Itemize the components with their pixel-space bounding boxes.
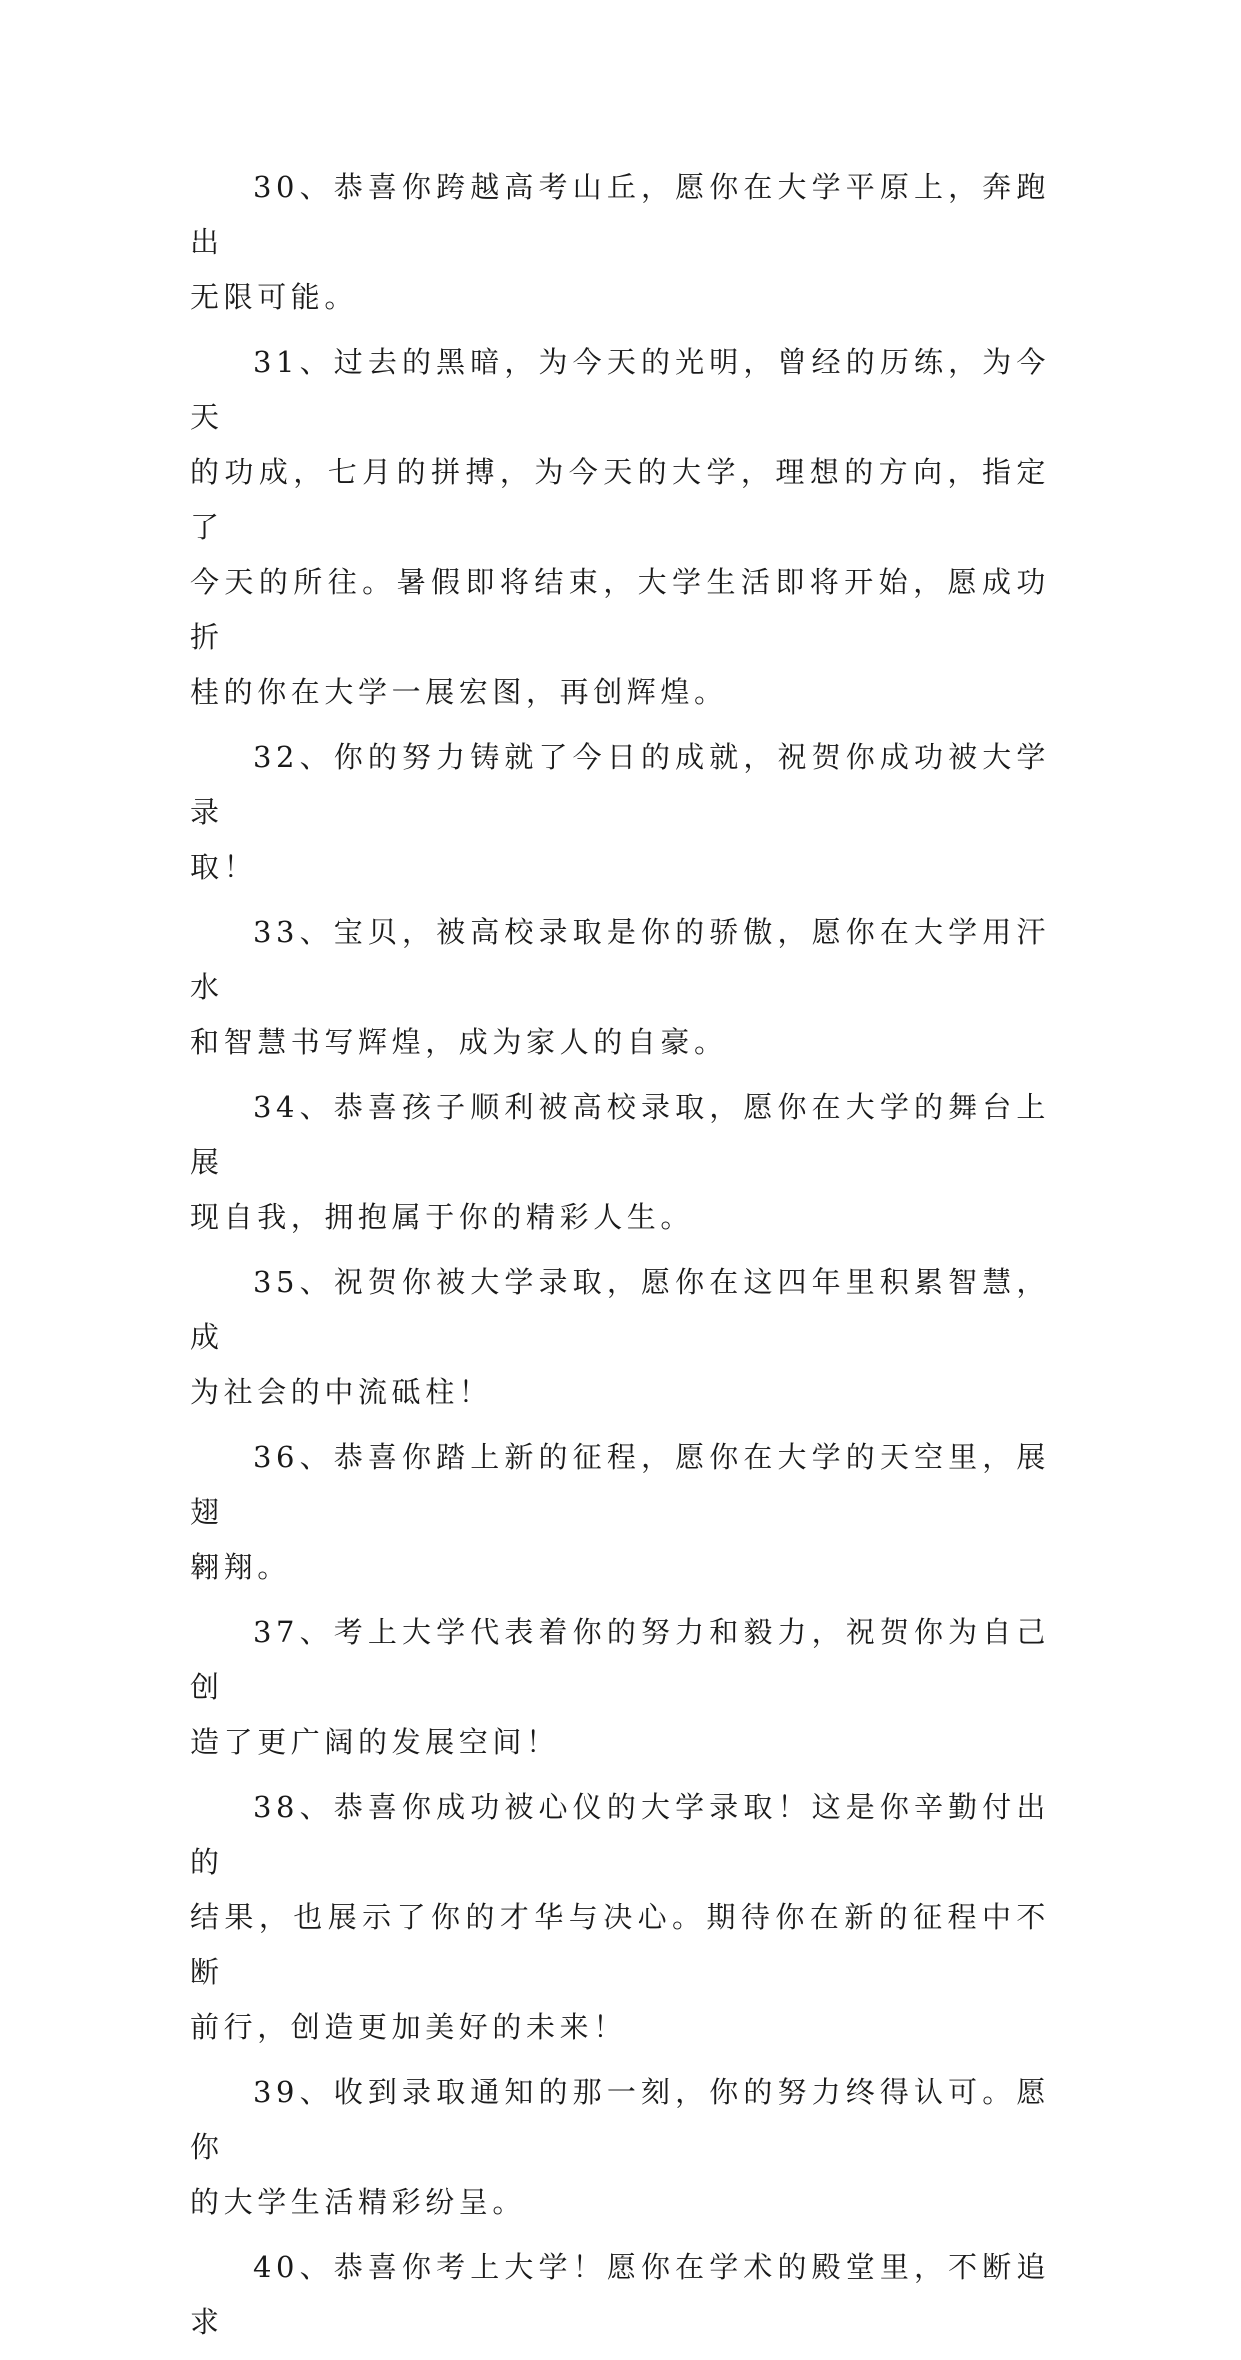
- paragraph-32: 32、你的努力铸就了今日的成就，祝贺你成功被大学录 取！: [190, 740, 1050, 884]
- paragraph-40: 40、恭喜你考上大学！愿你在学术的殿堂里，不断追求: [190, 2250, 1050, 2339]
- document-page: [190, 160, 1050, 2360]
- paragraph-37: 37、考上大学代表着你的努力和毅力，祝贺你为自己创 造了更广阔的发展空间！: [190, 1615, 1050, 1759]
- paragraph-36: 36、恭喜你踏上新的征程，愿你在大学的天空里，展翅 翱翔。: [190, 1440, 1050, 1584]
- paragraph-35: 35、祝贺你被大学录取，愿你在这四年里积累智慧，成 为社会的中流砥柱！: [190, 1265, 1050, 1409]
- paragraph-39: 39、收到录取通知的那一刻，你的努力终得认可。愿你 的大学生活精彩纷呈。: [190, 2075, 1050, 2219]
- paragraph-31: 31、过去的黑暗，为今天的光明，曾经的历练，为今天 的功成，七月的拼搏，为今天的大学，理想的方向，指定了 今天的所往。暑假即将结束，大学生活即将开始，愿成功折 桂的你在大学一展宏图，再创辉煌。: [190, 345, 1050, 709]
- paragraph-38: 38、恭喜你成功被心仪的大学录取！这是你辛勤付出的 结果，也展示了你的才华与决心。期待你在新的征程中不断 前行，创造更加美好的未来！: [190, 1790, 1050, 2044]
- paragraph-30: 30、恭喜你跨越高考山丘，愿你在大学平原上，奔跑出 无限可能。: [190, 170, 1050, 314]
- paragraph-33: 33、宝贝，被高校录取是你的骄傲，愿你在大学用汗水 和智慧书写辉煌，成为家人的自豪。: [190, 915, 1050, 1059]
- paragraph-34: 34、恭喜孩子顺利被高校录取，愿你在大学的舞台上展 现自我，拥抱属于你的精彩人生。: [190, 1090, 1050, 1234]
